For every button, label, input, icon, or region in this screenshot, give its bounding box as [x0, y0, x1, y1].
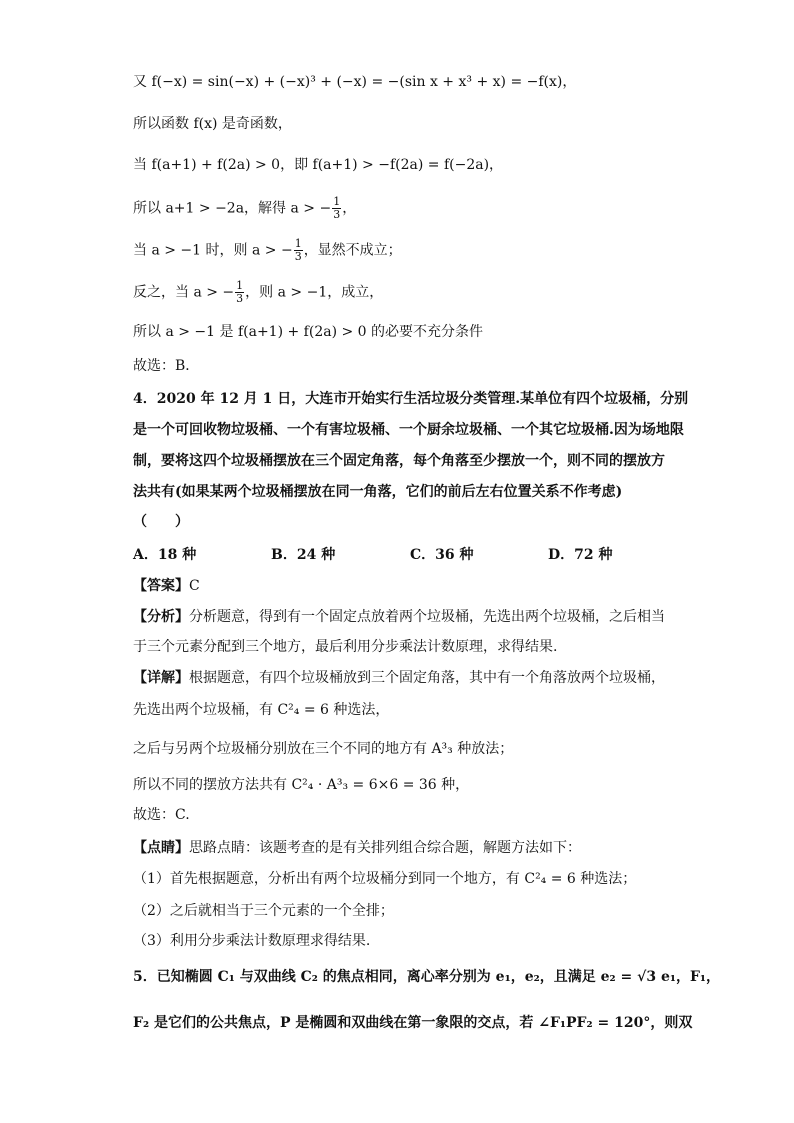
answer-value: C: [189, 578, 200, 594]
q4-analysis-line-2: 于三个元素分配到三个地方，最后利用分步乘法计数原理，求得结果.: [133, 639, 558, 655]
text-segment: ，显然不成立；: [303, 242, 402, 259]
fraction-one-third: [294, 238, 303, 263]
solution-line-conclusion: 所以 a > −1 是 f(a+1) + f(2a) > 0 的必要不充分条件: [133, 324, 484, 340]
solution-line-odd-check: 又 f(−x) = sin(−x) + (−x)³ + (−x) = −(sin x + x³ + x) = −f(x)，: [133, 74, 577, 90]
q4-analysis-line-1: [133, 607, 673, 627]
fraction-denominator: 3: [236, 292, 244, 305]
fraction-one-third: [235, 280, 244, 305]
q4-option-c: C．36 种: [410, 547, 474, 563]
detail-text: 根据题意，有四个垃圾桶放到三个固定角落，其中有一个角落放两个垃圾桶，: [189, 670, 665, 686]
solution-line-odd-function: 所以函数 f(x) 是奇函数，: [133, 116, 292, 132]
q4-option-a: A．18 种: [133, 547, 197, 563]
text-segment: ，: [342, 200, 357, 217]
q4-answer-line: [133, 576, 673, 596]
comment-text: 思路点睛：该题考查的是有关排列组合综合题，解题方法如下：: [189, 840, 581, 856]
answer-tag: 【答案】: [133, 578, 189, 594]
q5-stem-line-1: 5．已知椭圆 C₁ 与双曲线 C₂ 的焦点相同，离心率分别为 e₁，e₂，且满足 e₂ = √3 e₁，F₁，: [133, 969, 721, 985]
fraction-numerator: 1: [333, 195, 341, 208]
q4-stem-line-3: 制，要将这四个垃圾桶摆放在三个固定角落，每个角落至少摆放一个，则不同的摆放方: [133, 453, 665, 469]
comment-tag: 【点睛】: [133, 840, 189, 856]
analysis-tag: 【分析】: [133, 609, 189, 625]
fraction-numerator: 1: [294, 237, 302, 250]
q4-option-d: D．72 种: [548, 547, 613, 563]
q4-comment-line-4: （3）利用分步乘法计数原理求得结果.: [133, 933, 371, 949]
q4-comment-line-1: [133, 838, 673, 858]
q4-detail-line-5: 故选：C.: [133, 807, 190, 823]
detail-tag: 【详解】: [133, 670, 189, 686]
q4-stem-line-1: 4．2020 年 12 月 1 日，大连市开始实行生活垃圾分类管理.某单位有四个垃圾桶，分别: [133, 391, 689, 407]
q4-answer-paren: （ ）: [133, 514, 189, 530]
solution-line-not-hold: [133, 238, 673, 263]
fraction-numerator: 1: [236, 279, 244, 292]
q4-comment-line-2: （1）首先根据题意，分析出有两个垃圾桶分到同一个地方，有 C²₄ = 6 种选法；: [133, 871, 637, 887]
q4-detail-line-3: 之后与另两个垃圾桶分别放在三个不同的地方有 A³₃ 种放法；: [133, 741, 514, 757]
solution-line-solve-a: [133, 196, 673, 221]
text-segment: ，则 a > −1，成立，: [245, 284, 384, 301]
q4-stem-line-4: 法共有(如果某两个垃圾桶摆放在同一角落，它们的前后左右位置关系不作考虑): [133, 484, 623, 500]
q4-option-b: B．24 种: [271, 547, 336, 563]
q4-detail-line-1: [133, 668, 673, 688]
text-segment: 反之，当 a > −: [133, 284, 235, 301]
q5-stem-line-2: F₂ 是它们的公共焦点，P 是椭圆和双曲线在第一象限的交点，若 ∠F₁PF₂ = 120°，则双: [133, 1015, 693, 1031]
fraction-denominator: 3: [333, 208, 341, 221]
solution-line-inequality: 当 f(a+1) + f(2a) > 0，即 f(a+1) > −f(2a) = f(−2a)，: [133, 157, 504, 173]
q4-comment-line-3: （2）之后就相当于三个元素的一个全排；: [133, 903, 394, 919]
solution-line-converse: [133, 280, 673, 305]
fraction-one-third: [332, 196, 341, 221]
text-segment: 所以 a+1 > −2a，解得 a > −: [133, 200, 332, 217]
solution-line-choice: 故选：B．: [133, 358, 200, 374]
analysis-text: 分析题意，得到有一个固定点放着两个垃圾桶，先选出两个垃圾桶，之后相当: [189, 609, 665, 625]
q4-stem-line-2: 是一个可回收物垃圾桶、一个有害垃圾桶、一个厨余垃圾桶、一个其它垃圾桶.因为场地限: [133, 422, 684, 438]
q4-detail-line-4: 所以不同的摆放方法共有 C²₄ · A³₃ = 6×6 = 36 种，: [133, 777, 470, 793]
fraction-denominator: 3: [294, 250, 302, 263]
text-segment: 当 a > −1 时，则 a > −: [133, 242, 293, 259]
q4-detail-line-2: 先选出两个垃圾桶，有 C²₄ = 6 种选法，: [133, 702, 390, 718]
